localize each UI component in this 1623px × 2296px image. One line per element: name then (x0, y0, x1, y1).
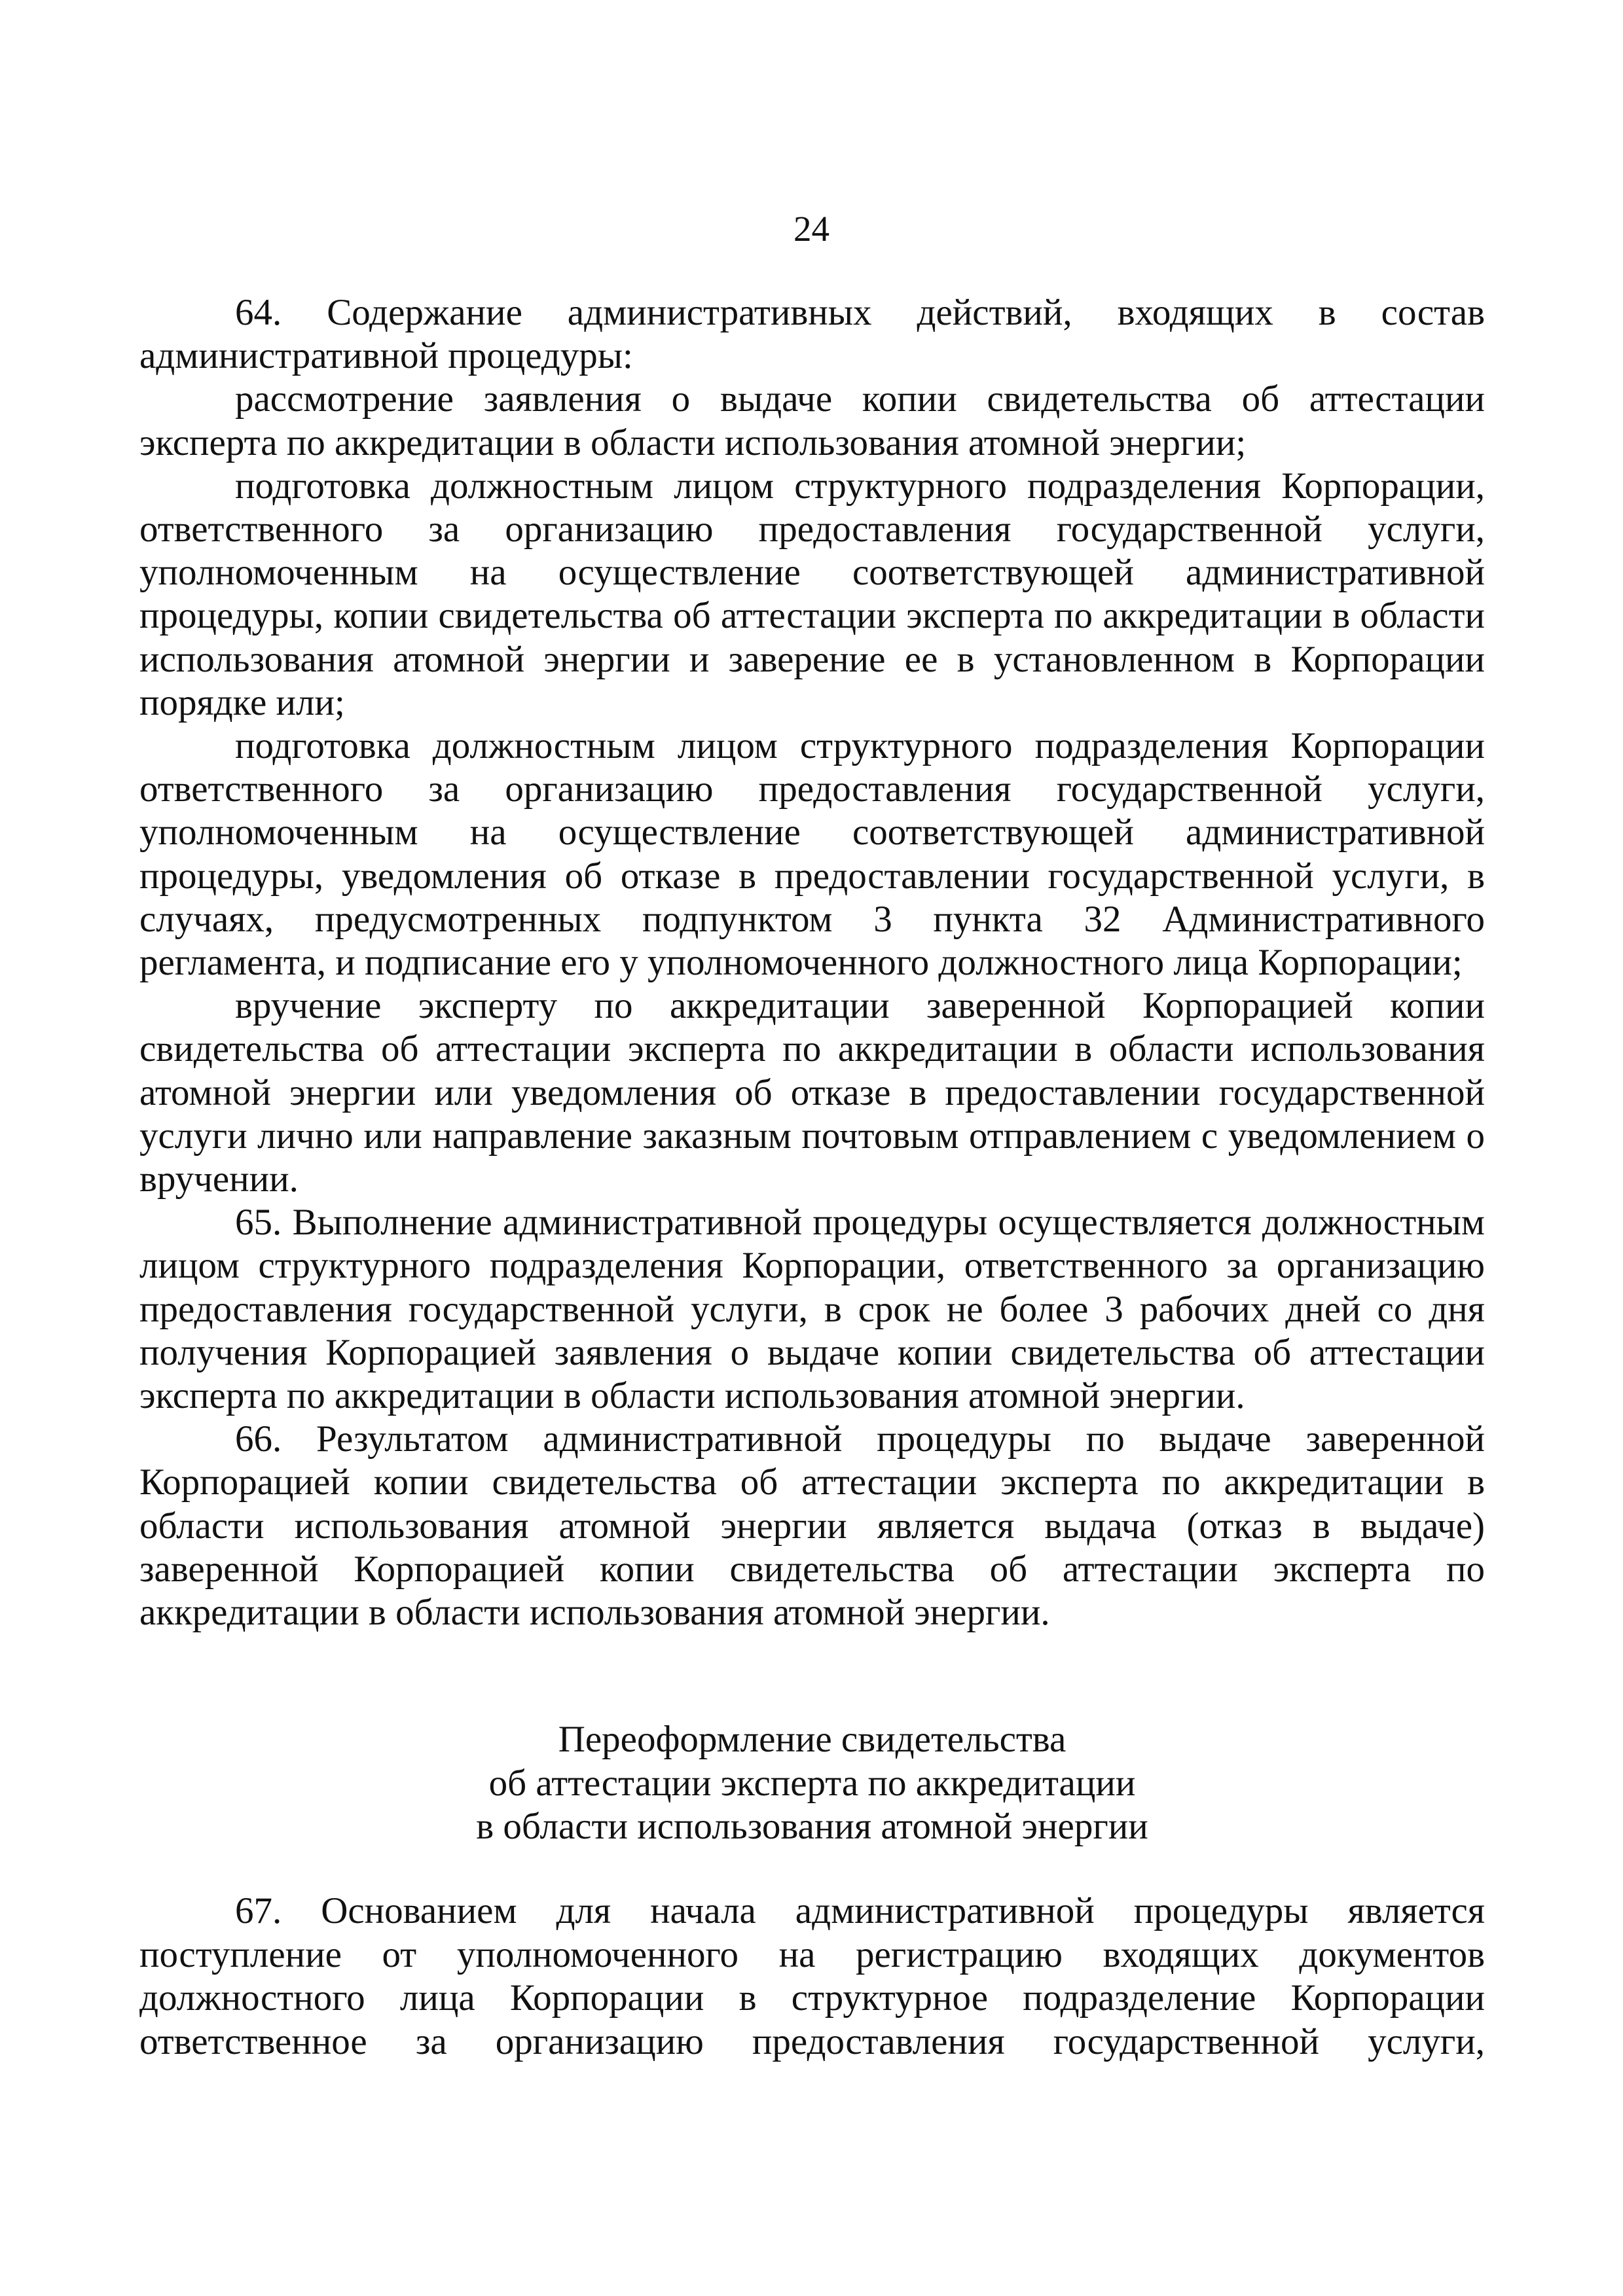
paragraph-64-item-preparation-refusal: подготовка должностным лицом структурного подразделения Корпорации ответственного за организацию предоставления государственной услуги, уполномоченным на осуществление соответствующей административной процедуры, уведомления об отказе в предоставлении государственной услуги, в случаях, предусмотренных подпунктом 3 пункта 32 Административного регламента, и подписание его у уполномоченного должностного лица Корпорации; (139, 725, 1485, 984)
paragraph-66: 66. Результатом административной процедуры по выдаче заверенной Корпорацией копии свидетельства об аттестации эксперта по аккредитации в области использования атомной энергии является выдача (отказ в выдаче) заверенной Корпорацией копии свидетельства об аттестации эксперта по аккредитации в области использования атомной энергии. (139, 1418, 1485, 1634)
document-body (139, 291, 1485, 1634)
page-number: 24 (793, 209, 830, 249)
paragraph-65: 65. Выполнение административной процедуры осуществляется должностным лицом структурного подразделения Корпорации, ответственного за организацию предоставления государственной услуги, в срок не более 3 рабочих дней со дня получения Корпорацией заявления о выдаче копии свидетельства об аттестации эксперта по аккредитации в области использования атомной энергии. (139, 1202, 1485, 1417)
paragraph-64-item-delivery: вручение эксперту по аккредитации заверенной Корпорацией копии свидетельства об аттестации эксперта по аккредитации в области использования атомной энергии или уведомления об отказе в предоставлении государственной услуги лично или направление заказным почтовым отправлением с уведомлением о вручении. (139, 985, 1485, 1200)
paragraph-67: 67. Основанием для начала административной процедуры является поступление от уполномоченного на регистрацию входящих документов должностного лица Корпорации в структурное подразделение Корпорации ответственное за организацию предоставления государственной услуги, (139, 1890, 1485, 2062)
paragraph-64-item-preparation-copy: подготовка должностным лицом структурного подразделения Корпорации, ответственного за организацию предоставления государственной услуги, уполномоченным на осуществление соответствующей административной процедуры, копии свидетельства об аттестации эксперта по аккредитации в области использования атомной энергии и заверение ее в установленном в Корпорации порядке или; (139, 465, 1485, 723)
section-body (139, 1890, 1485, 2064)
section-heading-line: в области использования атомной энергии (476, 1806, 1148, 1847)
section-heading-line: Переоформление свидетельства (558, 1719, 1067, 1760)
section-heading (139, 1718, 1485, 1849)
paragraph-64-item-review: рассмотрение заявления о выдаче копии свидетельства об аттестации эксперта по аккредитации в области использования атомной энергии; (139, 378, 1485, 463)
paragraph-64-intro: 64. Содержание административных действий, входящих в состав административной процедуры: (139, 292, 1485, 377)
section-heading-line: об аттестации эксперта по аккредитации (488, 1762, 1136, 1804)
